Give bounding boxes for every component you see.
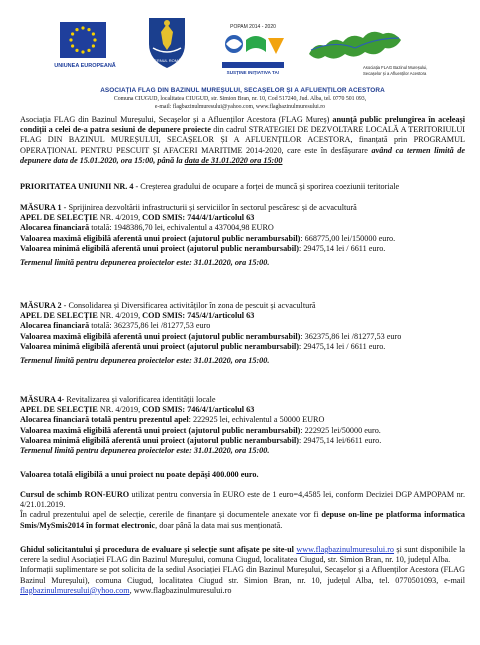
flag-caption-2: Secașelor și a Afluenților Acestora xyxy=(363,71,427,76)
website-link[interactable]: www.flagbazinulmuresului.ro xyxy=(296,545,395,554)
email-link[interactable]: flagbazinulmuresului@yhoo.com xyxy=(20,585,130,595)
eu-flag-icon xyxy=(60,22,106,58)
gov-caption: GUVERNUL ROMÂNIEI xyxy=(145,58,189,63)
total-value-line: Valoarea totală eligibilă a unui proiect nu poate depăși 400.000 euro. xyxy=(20,470,259,479)
popam-logo-icon xyxy=(212,22,294,78)
measure-1-max: Valoarea maximă eligibilă aferentă unui proiect (ajutorul public nerambursabil): 668775,00 lei/150000 euro. xyxy=(20,233,396,243)
measure-2-desc: - Consolidarea și Diversificarea activităților în zona de pescuit și acvacultură xyxy=(61,301,316,310)
intro-part-2: anunță public prelungirea în aceleași condiții a celei de-a patra sesiuni de depunere proiecte xyxy=(20,115,465,135)
measure-4-deadline: Termenul limită pentru depunerea proiectelor este: 31.01.2020, ora 15:00. xyxy=(20,446,270,456)
flag-mures-map-icon xyxy=(305,20,428,78)
measure-4-max: Valoarea maximă eligibilă aferentă unui proiect (ajutorul public nerambursabil): 222925 lei/50000 euro. xyxy=(20,425,381,435)
organization-title: ASOCIAȚIA FLAG DIN BAZINUL MUREȘULUI, SECAȘELOR ȘI A AFLUENȚILOR ACESTORA xyxy=(100,87,385,94)
measure-2-block xyxy=(20,301,465,366)
flag-caption-1: Asociația FLAG Bazinul Mureșului, xyxy=(363,65,428,70)
measure-1-title-line xyxy=(20,203,465,213)
measure-4-alocare: Alocarea financiară totală pentru prezentul apel: 222925 lei, echivalentul a 50000 EURO xyxy=(20,415,325,425)
measure-2-max: Valoarea maximă eligibilă aferentă unui proiect (ajutorul public nerambursabil): 362375,86 lei /81277,53 euro xyxy=(20,331,402,341)
additional-info: Informații suplimentare se pot solicita de la sediul Asociației FLAG din Bazinul Mureșului, Secașelor și a Afluenților Acestora (FLAG Bazinul Mureșului), comuna Ciugud, localitatea Ciugud str. Simion Bran, nr. 10, județul Alba, tel. 0770501093, e-mail flagbazinulmuresului@yhoo.com, www.flagbazinulmuresului.ro xyxy=(20,565,465,595)
priority-label: PRIORITATEA UNIUNII NR. 4 xyxy=(20,182,134,191)
measure-1-alocare: Alocarea financiară totală: 1948386,70 lei, echivalentul a 437004,98 EURO xyxy=(20,223,274,233)
guide-block: Ghidul solicitantului și procedura de evaluare și selecție sunt afișate pe site-ul www.flagbazinulmuresului.ro și sunt disponibile la cerere la sediul Asociației FLAG din Bazinul Mureșului, comuna Ciugud, localitatea Ciugud, str. Simion Bran, nr. 10, județul Alba. Informații suplimentare se pot solicita de la sediul Asociației FLAG din Bazinul Mureșului, Secașelor și a Afluenților Acestora (FLAG Bazinul Mureșului), comuna Ciugud, localitatea Ciugud str. Simion Bran, nr. 10, județul Alba, tel. 0770501093, e-mail flagbazinulmuresului@yhoo.com, www.flagbazinulmuresului.ro xyxy=(20,545,466,595)
measure-1-block xyxy=(20,203,465,268)
measure-1-apel: APEL DE SELECȚIE NR. 4/2019, COD SMIS: 744/4/1/articolul 63 xyxy=(20,213,255,223)
measure-2-alocare: Alocarea financiară totală: 362375,86 lei /81277,53 euro xyxy=(20,321,211,331)
measure-2-min: Valoarea minimă eligibilă aferentă unui proiect (ajutorul public nerambursabil): 29475,14 lei / 6611 euro. xyxy=(20,341,386,351)
priority-text: - Creșterea gradului de ocupare a forței de muncă și sporirea coeziunii teritoriale xyxy=(133,182,400,191)
intro-deadline: data de 31.01.2020 ora 15:00 xyxy=(184,155,283,165)
measure-4-apel: APEL DE SELECȚIE NR. 4/2019, COD SMIS: 746/4/1/articolul 63 xyxy=(20,405,255,415)
organization-contact: e-mail: flagbazinulmuresului@yahoo.com, www.flagbazinulmuresului.ro xyxy=(154,104,326,110)
exchange-rate-block xyxy=(20,490,465,531)
measure-4-title: MĂSURA 4 xyxy=(20,395,62,404)
intro-part-4: având ca termen limită de depunere data de 15.01.2020, ora 15:00, până la xyxy=(20,145,465,165)
measure-2-apel: APEL DE SELECȚIE NR. 4/2019, COD SMIS: 745/4/1/articolul 63 xyxy=(20,311,255,321)
measure-2-deadline: Termenul limită pentru depunerea proiectelor este: 31.01.2020, ora 15:00. xyxy=(20,356,270,366)
popam-caption: SUSȚINE INIȚIATIVA TA! xyxy=(226,70,280,75)
popam-years: POPAM 2014 - 2020 xyxy=(230,24,276,30)
guide-label: Ghidul solicitantului și procedura de evaluare și selecție sunt afișate pe site-ul xyxy=(20,545,294,554)
intro-part-1: Asociația FLAG din Bazinul Mureșului, Secașelor și a Afluenților Acestora (FLAG Mureș) xyxy=(20,115,333,124)
measure-4-min: Valoarea minimă eligibilă aferentă unui proiect (ajutorul public nerambursabil): 29475,14 lei/6611 euro. xyxy=(20,435,382,445)
measure-1-desc: - Sprijinirea dezvoltării infrastructurii și serviciilor în sectorul pescăresc și de acvacultură xyxy=(61,203,357,212)
submission-info: În cadrul prezentului apel de selecție, cererile de finanțare și documentele anexate vor fi depuse on-line pe platforma informatica Smis/MySmis2014 în format electronic, doar până la data mai sus menționată. xyxy=(20,510,466,530)
measure-4-desc: - Revitalizarea și valorificarea identității locale xyxy=(61,395,216,404)
priority-line xyxy=(20,182,465,192)
exchange-rate-label: Cursul de schimb RON-EURO xyxy=(20,490,130,499)
organization-address: Comuna CIUGUD, localitatea CIUGUD, str. Simion Bran, nr. 10, Cod 517240, Jud. Alba, tel. 0770 501 093, xyxy=(113,96,367,102)
announcement-intro xyxy=(20,115,465,166)
measure-1-deadline: Termenul limită pentru depunerea proiectelor este: 31.01.2020, ora 15:00. xyxy=(20,258,270,268)
measure-1-min: Valoarea minimă eligibilă aferentă unui proiect (ajutorul public nerambursabil): 29475,14 lei / 6611 euro. xyxy=(20,243,386,253)
measure-2-title: MĂSURA 2 xyxy=(20,301,62,310)
government-coat-of-arms-icon xyxy=(145,14,189,70)
eu-caption: UNIUNEA EUROPEANĂ xyxy=(54,63,116,69)
logo-strip xyxy=(0,0,480,88)
measure-4-block xyxy=(20,395,465,456)
intro-part-3: din cadrul STRATEGIEI DE DEZVOLTARE LOCALĂ A TERITORIULUI FLAG DIN BAZINUL MUREȘULUI, SECAȘELOR ȘI A AFLUENȚILOR ACESTORA, finanțată prin PROGRAMUL OPERAȚIONAL PENTRU PESCUIT ȘI AFACERI MARITIME 2014-2020, care este în desfășurare xyxy=(20,125,465,155)
exchange-rate-text: utilizat pentru conversia în EURO este de 1 euro=4,4585 lei, conform Deciziei DGP AMPOPAM nr. 4/21.01.2019. xyxy=(20,490,465,510)
measure-1-title: MĂSURA 1 xyxy=(20,203,62,212)
